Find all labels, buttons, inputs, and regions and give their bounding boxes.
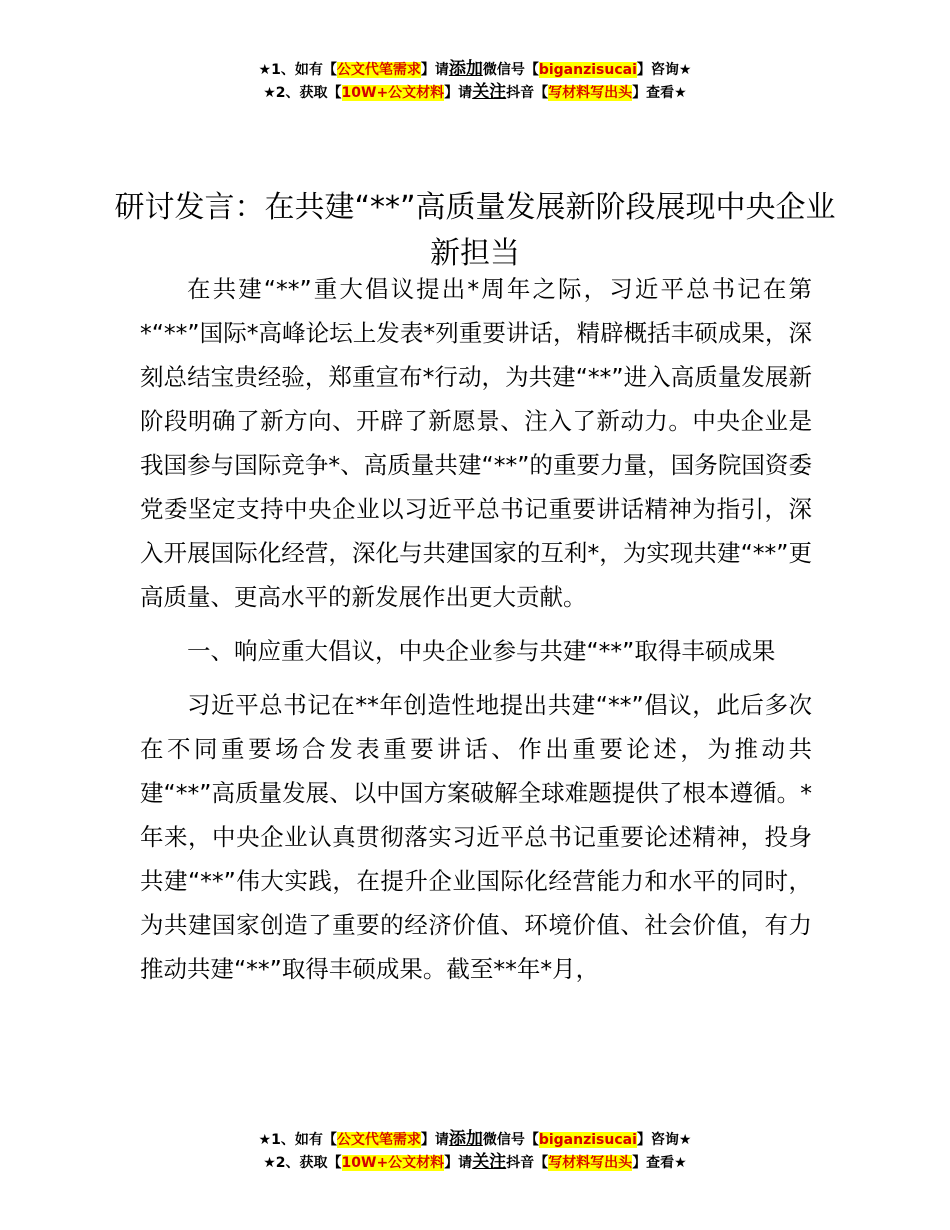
header-text: 】咨询★ — [636, 62, 692, 78]
footer-text: 抖音【 — [506, 1155, 549, 1171]
footer-underlined: 关注 — [472, 1152, 507, 1172]
footer-banner — [0, 1128, 950, 1174]
header-text: 微信号【 — [482, 62, 539, 78]
header-text: 】请 — [444, 85, 473, 101]
paragraph-intro: 在共建“**”重大倡议提出*周年之际，习近平总书记在第*“**”国际*高峰论坛上发表*列重要讲话，精辟概括丰硕成果，深刻总结宝贵经验，郑重宣布*行动，为共建“**”进入高质量发展新阶段明确了新方向、开辟了新愿景、注入了新动力。中央企业是我国参与国际竞争*、高质量共建“**”的重要力量，国务院国资委党委坚定支持中央企业以习近平总书记重要讲话精神为指引，深入开展国际化经营，深化与共建国家的互利*，为实现共建“**”更高质量、更高水平的新发展作出更大贡献。 — [140, 275, 812, 611]
header-underlined: 添加 — [448, 59, 483, 79]
footer-douyin-id: 写材料写出头 — [548, 1155, 633, 1171]
footer-text: 】查看★ — [632, 1155, 687, 1171]
footer-text: ★2、获取【 — [263, 1155, 342, 1171]
document-title: 研讨发言：在共建“**”高质量发展新阶段展现中央企业新担当 — [114, 190, 836, 272]
footer-text: 】请 — [444, 1155, 473, 1171]
footer-highlight: 公文代笔需求 — [336, 1132, 421, 1148]
header-highlight: 公文代笔需求 — [336, 62, 421, 78]
footer-text: 】请 — [420, 1132, 449, 1148]
document-body — [140, 267, 812, 991]
footer-promo-line-1 — [0, 1128, 950, 1151]
header-douyin-id: 写材料写出头 — [548, 85, 633, 101]
header-text: 】请 — [420, 62, 449, 78]
header-banner — [0, 58, 950, 104]
paragraph-section-1: 习近平总书记在**年创造性地提出共建“**”倡议，此后多次在不同重要场合发表重要讲话、作出重要论述，为推动共建“**”高质量发展、以中国方案破解全球难题提供了根本遵循。*年来，中央企业认真贯彻落实习近平总书记重要论述精神，投身共建“**”伟大实践，在提升企业国际化经营能力和水平的同时，为共建国家创造了重要的经济价值、环境价值、社会价值，有力推动共建“**”取得丰硕成果。截至**年*月， — [140, 691, 812, 983]
header-text: 】查看★ — [632, 85, 687, 101]
footer-promo-line-2 — [0, 1151, 950, 1174]
footer-text: 】咨询★ — [636, 1132, 692, 1148]
footer-highlight: 10W+公文材料 — [341, 1155, 445, 1171]
header-text: ★2、获取【 — [263, 85, 342, 101]
footer-underlined: 添加 — [448, 1129, 483, 1149]
header-promo-line-2 — [0, 81, 950, 104]
footer-wechat-id: biganzisucai — [538, 1132, 637, 1148]
footer-text: 微信号【 — [482, 1132, 539, 1148]
section-heading: 一、响应重大倡议，中央企业参与共建“**”取得丰硕成果 — [187, 637, 776, 665]
header-text: 抖音【 — [506, 85, 549, 101]
header-wechat-id: biganzisucai — [538, 62, 637, 78]
header-highlight: 10W+公文材料 — [341, 85, 445, 101]
header-promo-line-1 — [0, 58, 950, 81]
header-text: ★1、如有【 — [258, 62, 337, 78]
footer-text: ★1、如有【 — [258, 1132, 337, 1148]
header-underlined: 关注 — [472, 82, 507, 102]
